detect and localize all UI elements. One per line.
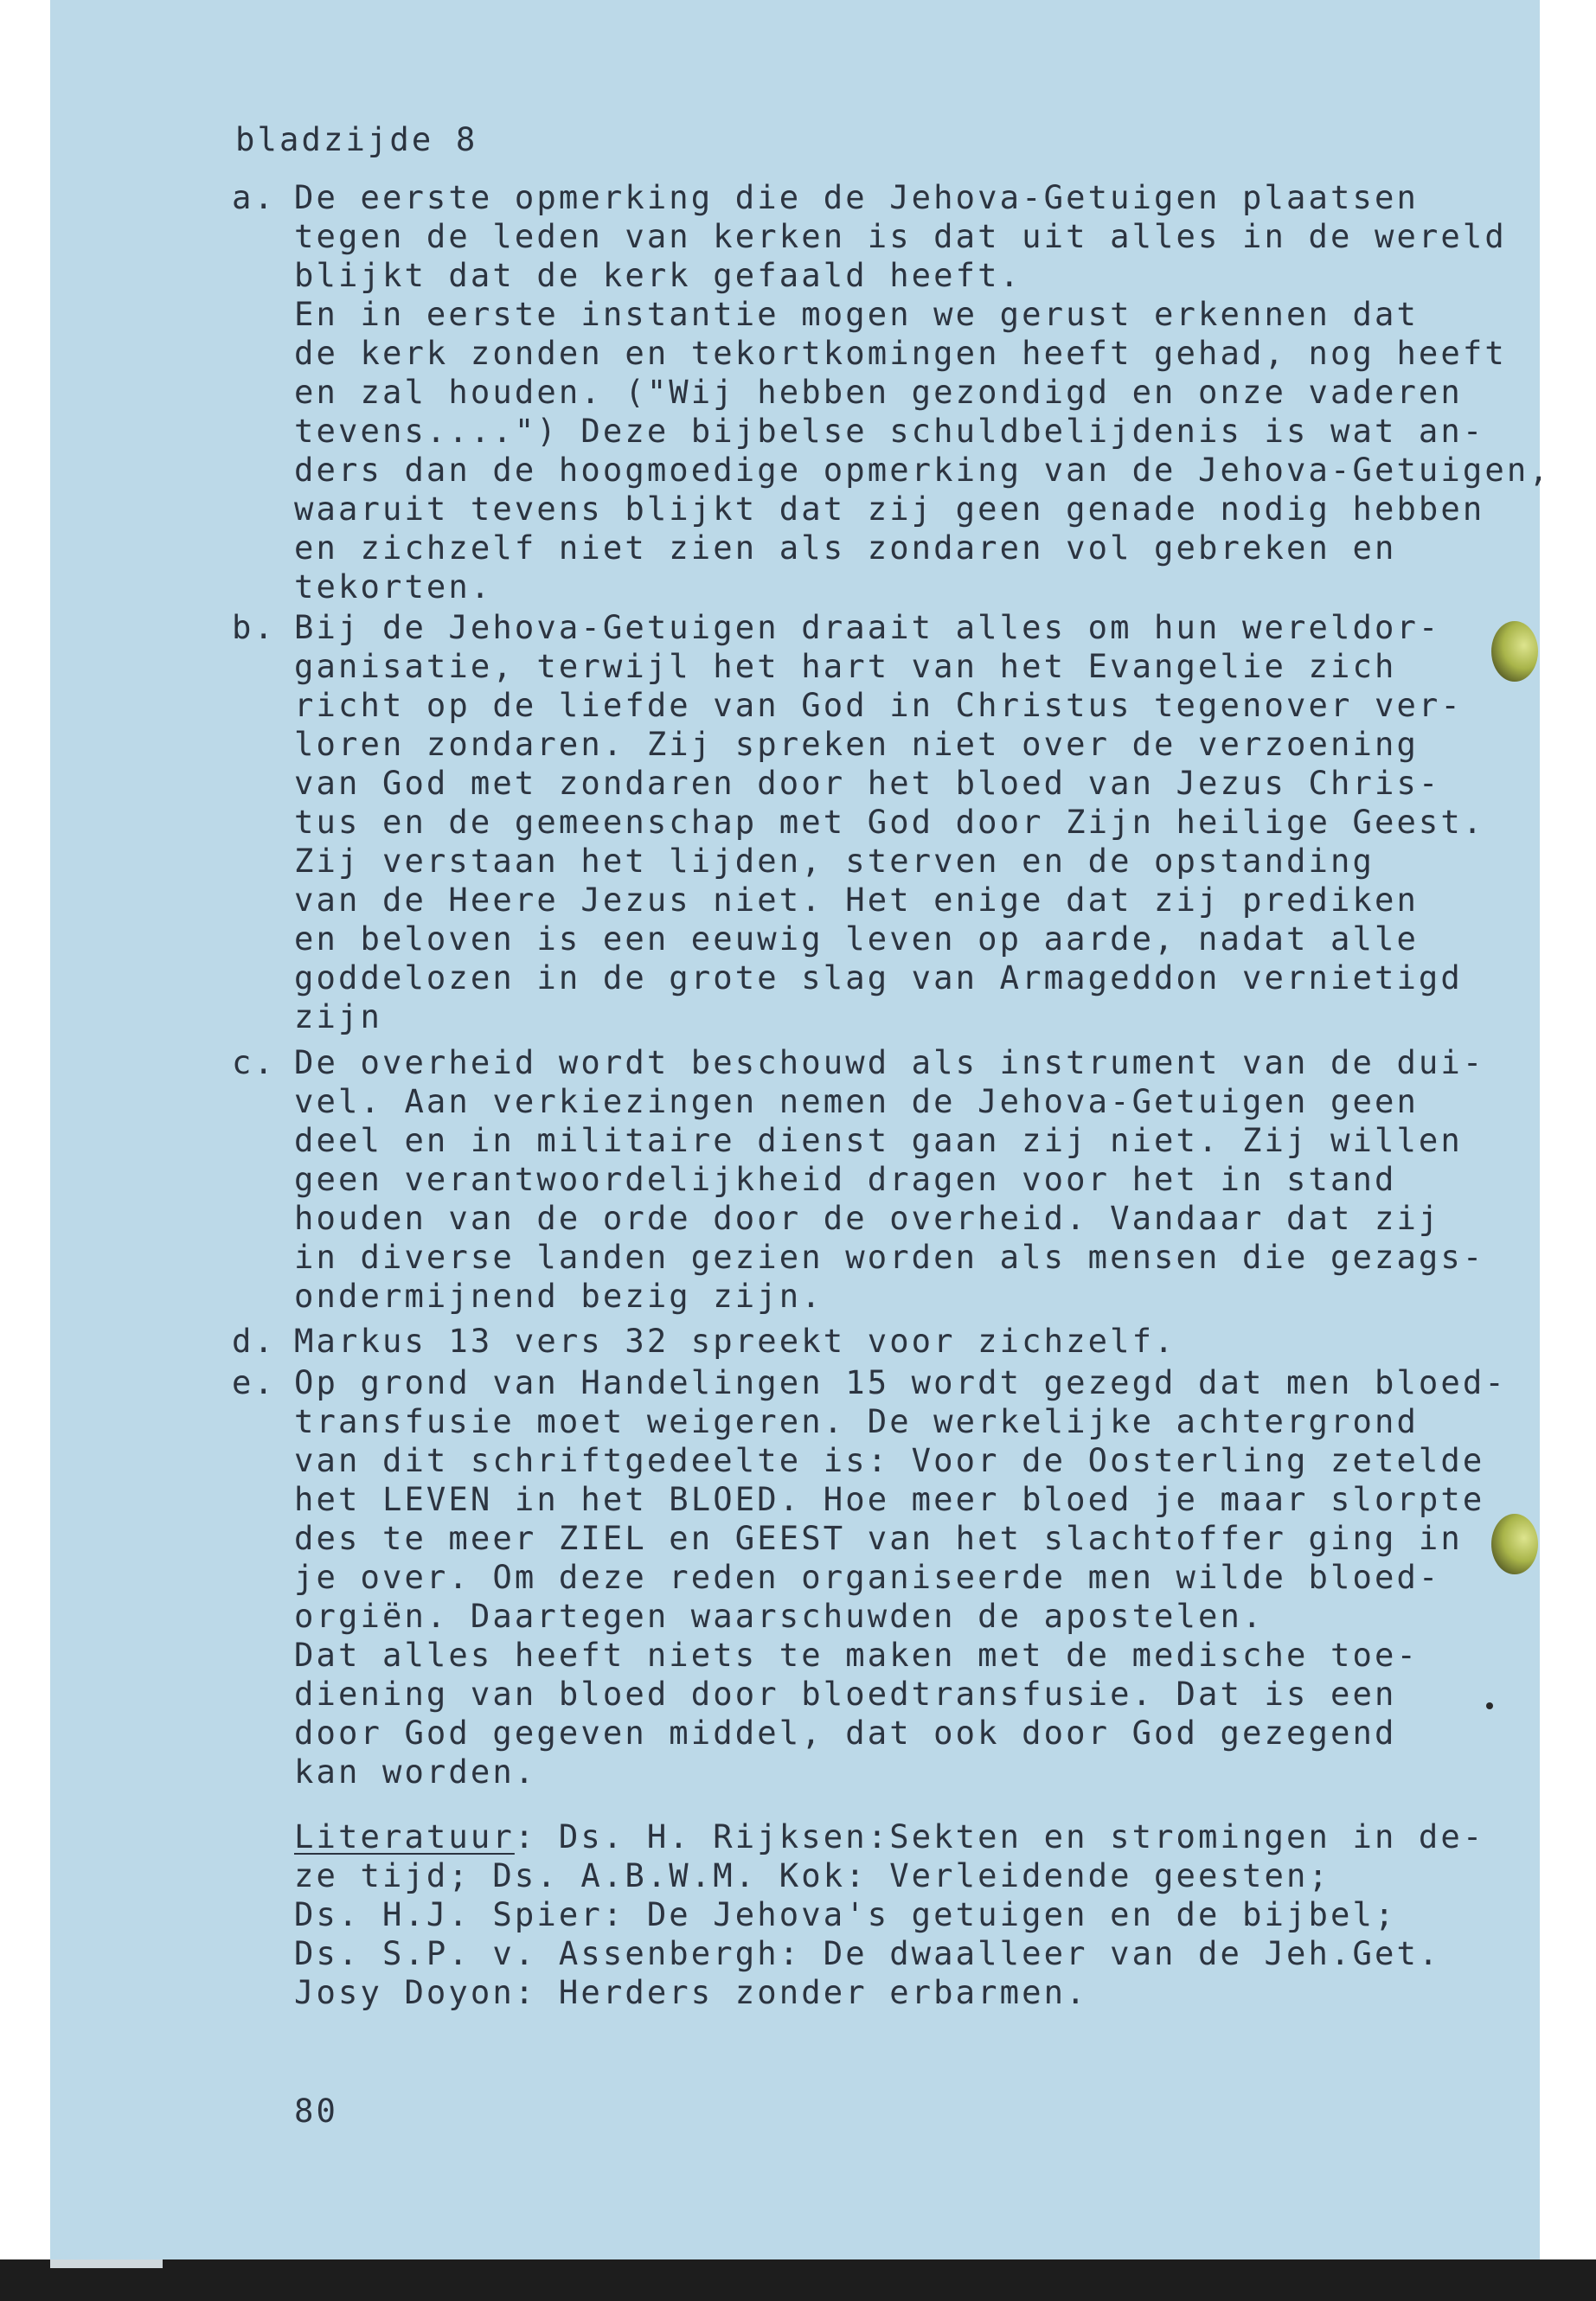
text-line: Markus 13 vers 32 spreekt voor zichzelf. xyxy=(294,1322,1176,1360)
literature-entry: : Ds. H. Rijksen:Sekten en stromingen in de- xyxy=(514,1817,1485,1856)
text-line: waaruit tevens blijkt dat zij geen genade nodig hebben xyxy=(294,490,1485,528)
literature-first-line xyxy=(294,1817,1484,1856)
text-line: tegen de leden van kerken is dat uit alles in de wereld xyxy=(294,217,1507,255)
text-line: in diverse landen gezien worden als mensen die gezags- xyxy=(294,1238,1485,1276)
text-line: door God gegeven middel, dat ook door God gezegend xyxy=(294,1714,1397,1752)
text-line: van de Heere Jezus niet. Het enige dat zij prediken xyxy=(294,881,1419,919)
text-line: des te meer ZIEL en GEEST van het slachtoffer ging in xyxy=(294,1519,1463,1557)
text-line: en beloven is een eeuwig leven op aarde, nadat alle xyxy=(294,920,1419,958)
literature-line: Ds. H.J. Spier: De Jehova's getuigen en de bijbel; xyxy=(294,1895,1397,1933)
text-line: tekorten. xyxy=(294,567,493,606)
text-line: van dit schriftgedeelte is: Voor de Oosterling zetelde xyxy=(294,1441,1485,1479)
text-line: houden van de orde door de overheid. Vandaar dat zij xyxy=(294,1199,1441,1237)
text-line: Dat alles heeft niets te maken met de medische toe- xyxy=(294,1636,1419,1674)
text-line: het LEVEN in het BLOED. Hoe meer bloed je maar slorpte xyxy=(294,1480,1485,1518)
literature-line: ze tijd; Ds. A.B.W.M. Kok: Verleidende geesten; xyxy=(294,1856,1330,1894)
item-label: b. xyxy=(232,608,276,646)
page-margin xyxy=(1540,0,1596,2259)
text-line: De eerste opmerking die de Jehova-Getuigen plaatsen xyxy=(294,178,1419,216)
text-line: zijn xyxy=(294,997,382,1035)
text-line: Zij verstaan het lijden, sterven en de opstanding xyxy=(294,842,1375,880)
dust-speck xyxy=(1486,1702,1493,1709)
text-line: Bij de Jehova-Getuigen draait alles om hun wereldor- xyxy=(294,608,1441,646)
item-label: c. xyxy=(232,1043,276,1081)
text-line: tevens....") Deze bijbelse schuldbelijdenis is wat an- xyxy=(294,412,1485,450)
literature-line: Ds. S.P. v. Assenbergh: De dwaalleer van de Jeh.Get. xyxy=(294,1934,1441,1972)
text-line: kan worden. xyxy=(294,1753,537,1791)
text-line: tus en de gemeenschap met God door Zijn heilige Geest. xyxy=(294,803,1485,841)
text-line: loren zondaren. Zij spreken niet over de verzoening xyxy=(294,725,1419,763)
binder-hole-bottom xyxy=(1491,1514,1538,1574)
binder-hole-top xyxy=(1491,621,1538,682)
item-label: a. xyxy=(232,178,276,216)
scanner-edge-notch xyxy=(50,2259,163,2268)
text-line: de kerk zonden en tekortkomingen heeft gehad, nog heeft xyxy=(294,334,1507,372)
text-line: De overheid wordt beschouwd als instrument van de dui- xyxy=(294,1043,1485,1081)
literature-heading: Literatuur xyxy=(294,1817,515,1856)
text-line: ganisatie, terwijl het hart van het Evangelie zich xyxy=(294,647,1397,685)
literature-line: Josy Doyon: Herders zonder erbarmen. xyxy=(294,1973,1088,2011)
item-label: d. xyxy=(232,1322,276,1360)
text-line: En in eerste instantie mogen we gerust erkennen dat xyxy=(294,295,1419,333)
item-label: e. xyxy=(232,1363,276,1401)
text-line: transfusie moet weigeren. De werkelijke achtergrond xyxy=(294,1402,1419,1440)
text-line: blijkt dat de kerk gefaald heeft. xyxy=(294,256,1022,294)
text-line: orgiën. Daartegen waarschuwden de apostelen. xyxy=(294,1597,1265,1635)
scanner-edge xyxy=(0,2259,1596,2301)
text-line: je over. Om deze reden organiseerde men wilde bloed- xyxy=(294,1558,1441,1596)
text-line: goddelozen in de grote slag van Armageddon vernietigd xyxy=(294,958,1463,997)
text-line: ders dan de hoogmoedige opmerking van de Jehova-Getuigen, xyxy=(294,451,1551,489)
page-number: 80 xyxy=(294,2092,338,2130)
text-line: geen verantwoordelijkheid dragen voor het in stand xyxy=(294,1160,1397,1198)
text-line: richt op de liefde van God in Christus tegenover ver- xyxy=(294,686,1463,724)
text-line: diening van bloed door bloedtransfusie. Dat is een xyxy=(294,1675,1397,1713)
text-line: Op grond van Handelingen 15 wordt gezegd dat men bloed- xyxy=(294,1363,1507,1401)
text-line: ondermijnend bezig zijn. xyxy=(294,1277,824,1315)
text-line: en zichzelf niet zien als zondaren vol gebreken en xyxy=(294,529,1397,567)
text-line: vel. Aan verkiezingen nemen de Jehova-Getuigen geen xyxy=(294,1082,1419,1120)
page-header: bladzijde 8 xyxy=(235,120,478,158)
text-line: van God met zondaren door het bloed van Jezus Chris- xyxy=(294,764,1441,802)
text-line: deel en in militaire dienst gaan zij niet. Zij willen xyxy=(294,1121,1463,1159)
text-line: en zal houden. ("Wij hebben gezondigd en onze vaderen xyxy=(294,373,1463,411)
